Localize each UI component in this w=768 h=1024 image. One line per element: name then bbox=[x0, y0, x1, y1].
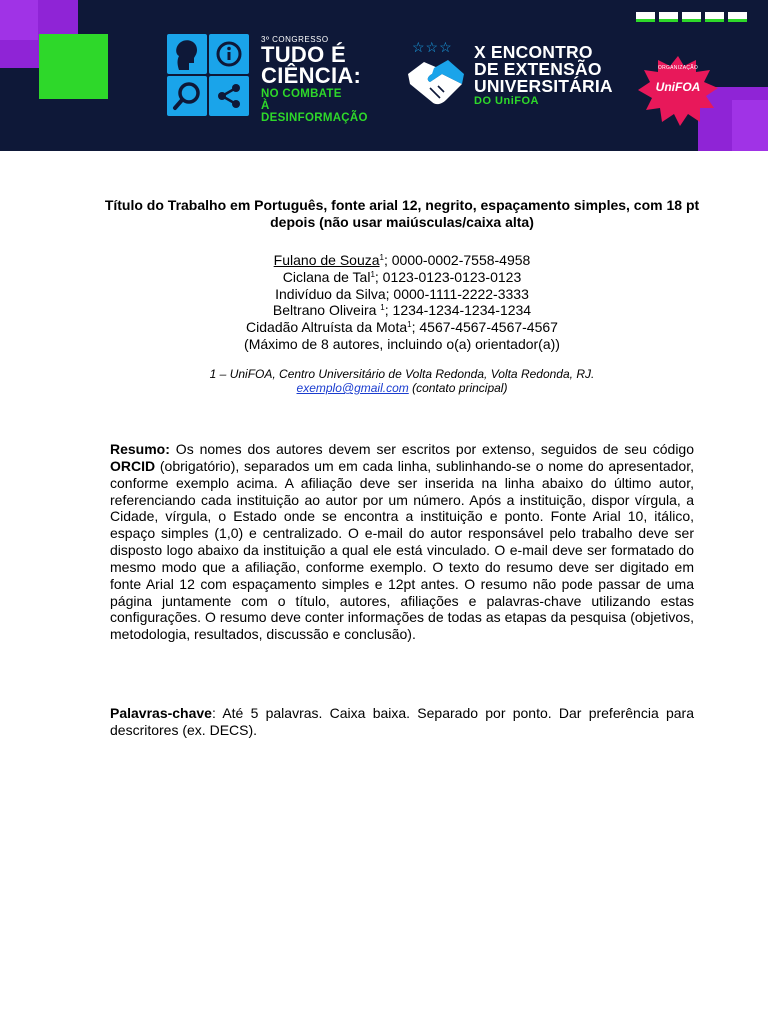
author-orcid: ; 0000-0002-7558-4958 bbox=[383, 252, 531, 268]
author-line bbox=[104, 252, 700, 269]
decor-square bbox=[659, 12, 678, 22]
paper-title: Título do Trabalho em Português, fonte arial 12, negrito, espaçamento simples, com 18 pt depois (não usar maiúsculas/caixa alta) bbox=[104, 197, 700, 230]
author-line bbox=[104, 302, 700, 319]
author-name: Ciclana de Tal bbox=[282, 268, 371, 285]
author-affiliation-number: 1 bbox=[370, 269, 375, 279]
contact-email-link[interactable]: exemplo@gmail.com bbox=[296, 381, 409, 395]
event-banner bbox=[0, 0, 768, 151]
encontro-title bbox=[474, 44, 613, 95]
abstract-text: (obrigatório), separados um em cada linha, sublinhando-se o nome do apresentador, conforme exemplo acima. A afiliação deve ser inserida na linha abaixo do último autor, referenciando cada instituição ao autor por um número. Após a instituição, dispor vírgula, a Cidade, vírgula, o Estado onde se encontra a instituição e ponto. Fonte Arial 10, itálico, espaço simples (1,0) e centralizado. O e-mail do autor responsável pelo trabalho deve ser disposto logo abaixo da instituição a qual ele está vinculado. O e-mail deve ser formatado do mesmo modo que a afiliação, conforme exemplo. O texto do resumo deve ser digitado em fonte Arial 12 com espaçamento simples e 12pt antes. O resumo não pode passar de uma página juntamente com o título, autores, afiliações e palavras-chave utilizando estas configurações. O resumo deve conter informações de todas as etapas da pesquisa (objetivos, metodologia, resultados, discussão e conclusão). bbox=[110, 457, 694, 643]
congress-title-line: CIÊNCIA: bbox=[261, 63, 362, 88]
congress-subtitle bbox=[261, 88, 377, 124]
affiliation-block bbox=[104, 367, 700, 395]
unifoa-badge bbox=[636, 54, 720, 128]
authors-note: (Máximo de 8 autores, incluindo o(a) orientador(a)) bbox=[244, 335, 560, 352]
congress-title bbox=[261, 44, 361, 86]
organizer-label: ORGANIZAÇÃO bbox=[657, 65, 699, 71]
decor-green-block bbox=[39, 34, 108, 99]
contact-note: (contato principal) bbox=[408, 381, 508, 395]
decor-square bbox=[705, 12, 724, 22]
author-orcid: ; 1234-1234-1234-1234 bbox=[384, 302, 532, 319]
decor-square bbox=[728, 12, 747, 22]
congress-edition: 3º CONGRESSO bbox=[261, 35, 329, 44]
congress-subtitle-line: À DESINFORMAÇÃO bbox=[261, 100, 368, 124]
author-line bbox=[104, 269, 700, 286]
share-icon bbox=[209, 76, 249, 116]
author-line bbox=[104, 286, 700, 303]
author-name: Cidadão Altruísta da Mota bbox=[246, 319, 408, 336]
author-affiliation-number: 1 bbox=[379, 253, 384, 262]
author-affiliation-number: 1 bbox=[380, 303, 385, 313]
affiliation: 1 – UniFOA, Centro Universitário de Volta Redonda, Volta Redonda, RJ. bbox=[209, 367, 595, 381]
encontro-title-line: X ENCONTRO bbox=[474, 42, 593, 62]
author-name: Beltrano Oliveira bbox=[272, 302, 377, 319]
author-affiliation-number: 1 bbox=[407, 320, 412, 330]
encontro-title-line: UNIVERSITÁRIA bbox=[474, 76, 613, 96]
person-head-icon bbox=[167, 34, 207, 74]
handshake-icon bbox=[404, 54, 468, 112]
presenter-name: Fulano de Souza bbox=[273, 252, 380, 268]
keywords-text: : Até 5 palavras. Caixa baixa. Separado por ponto. Dar preferência para descritores (ex. DECS). bbox=[110, 705, 694, 738]
encontro-logo bbox=[404, 39, 613, 114]
keywords-label: Palavras-chave bbox=[110, 705, 212, 721]
author-orcid: ; 0000-1111-2222-3333 bbox=[385, 285, 529, 302]
author-name: Indivíduo da Silva bbox=[275, 285, 386, 302]
organizer-name: UniFOA bbox=[655, 80, 701, 94]
authors-block bbox=[104, 252, 700, 353]
abstract-text: Os nomes dos autores devem ser escritos por extenso, seguidos de seu código bbox=[169, 441, 694, 457]
abstract-orcid-term: ORCID bbox=[110, 457, 156, 474]
congress-subtitle-line: NO COMBATE bbox=[261, 88, 342, 100]
encontro-subtitle: DO UniFOA bbox=[474, 95, 539, 107]
author-orcid: ; 4567-4567-4567-4567 bbox=[411, 319, 558, 336]
author-line bbox=[104, 319, 700, 336]
stars-icon: ☆☆☆ bbox=[412, 39, 453, 55]
decor-purple-block bbox=[0, 0, 38, 40]
decor-squares bbox=[636, 12, 747, 22]
decor-square bbox=[636, 12, 655, 22]
keywords-paragraph bbox=[110, 705, 694, 739]
congress-title-line: TUDO É bbox=[261, 42, 346, 67]
author-orcid: ; 0123-0123-0123-0123 bbox=[374, 268, 522, 285]
decor-square bbox=[682, 12, 701, 22]
abstract-paragraph bbox=[110, 441, 694, 643]
decor-purple-block bbox=[732, 100, 768, 151]
encontro-title-line: DE EXTENSÃO bbox=[474, 59, 602, 79]
magnifier-icon bbox=[167, 76, 207, 116]
contact-line bbox=[104, 381, 700, 395]
info-icon bbox=[209, 34, 249, 74]
congress-logo bbox=[167, 34, 377, 124]
abstract-label: Resumo: bbox=[110, 441, 170, 457]
